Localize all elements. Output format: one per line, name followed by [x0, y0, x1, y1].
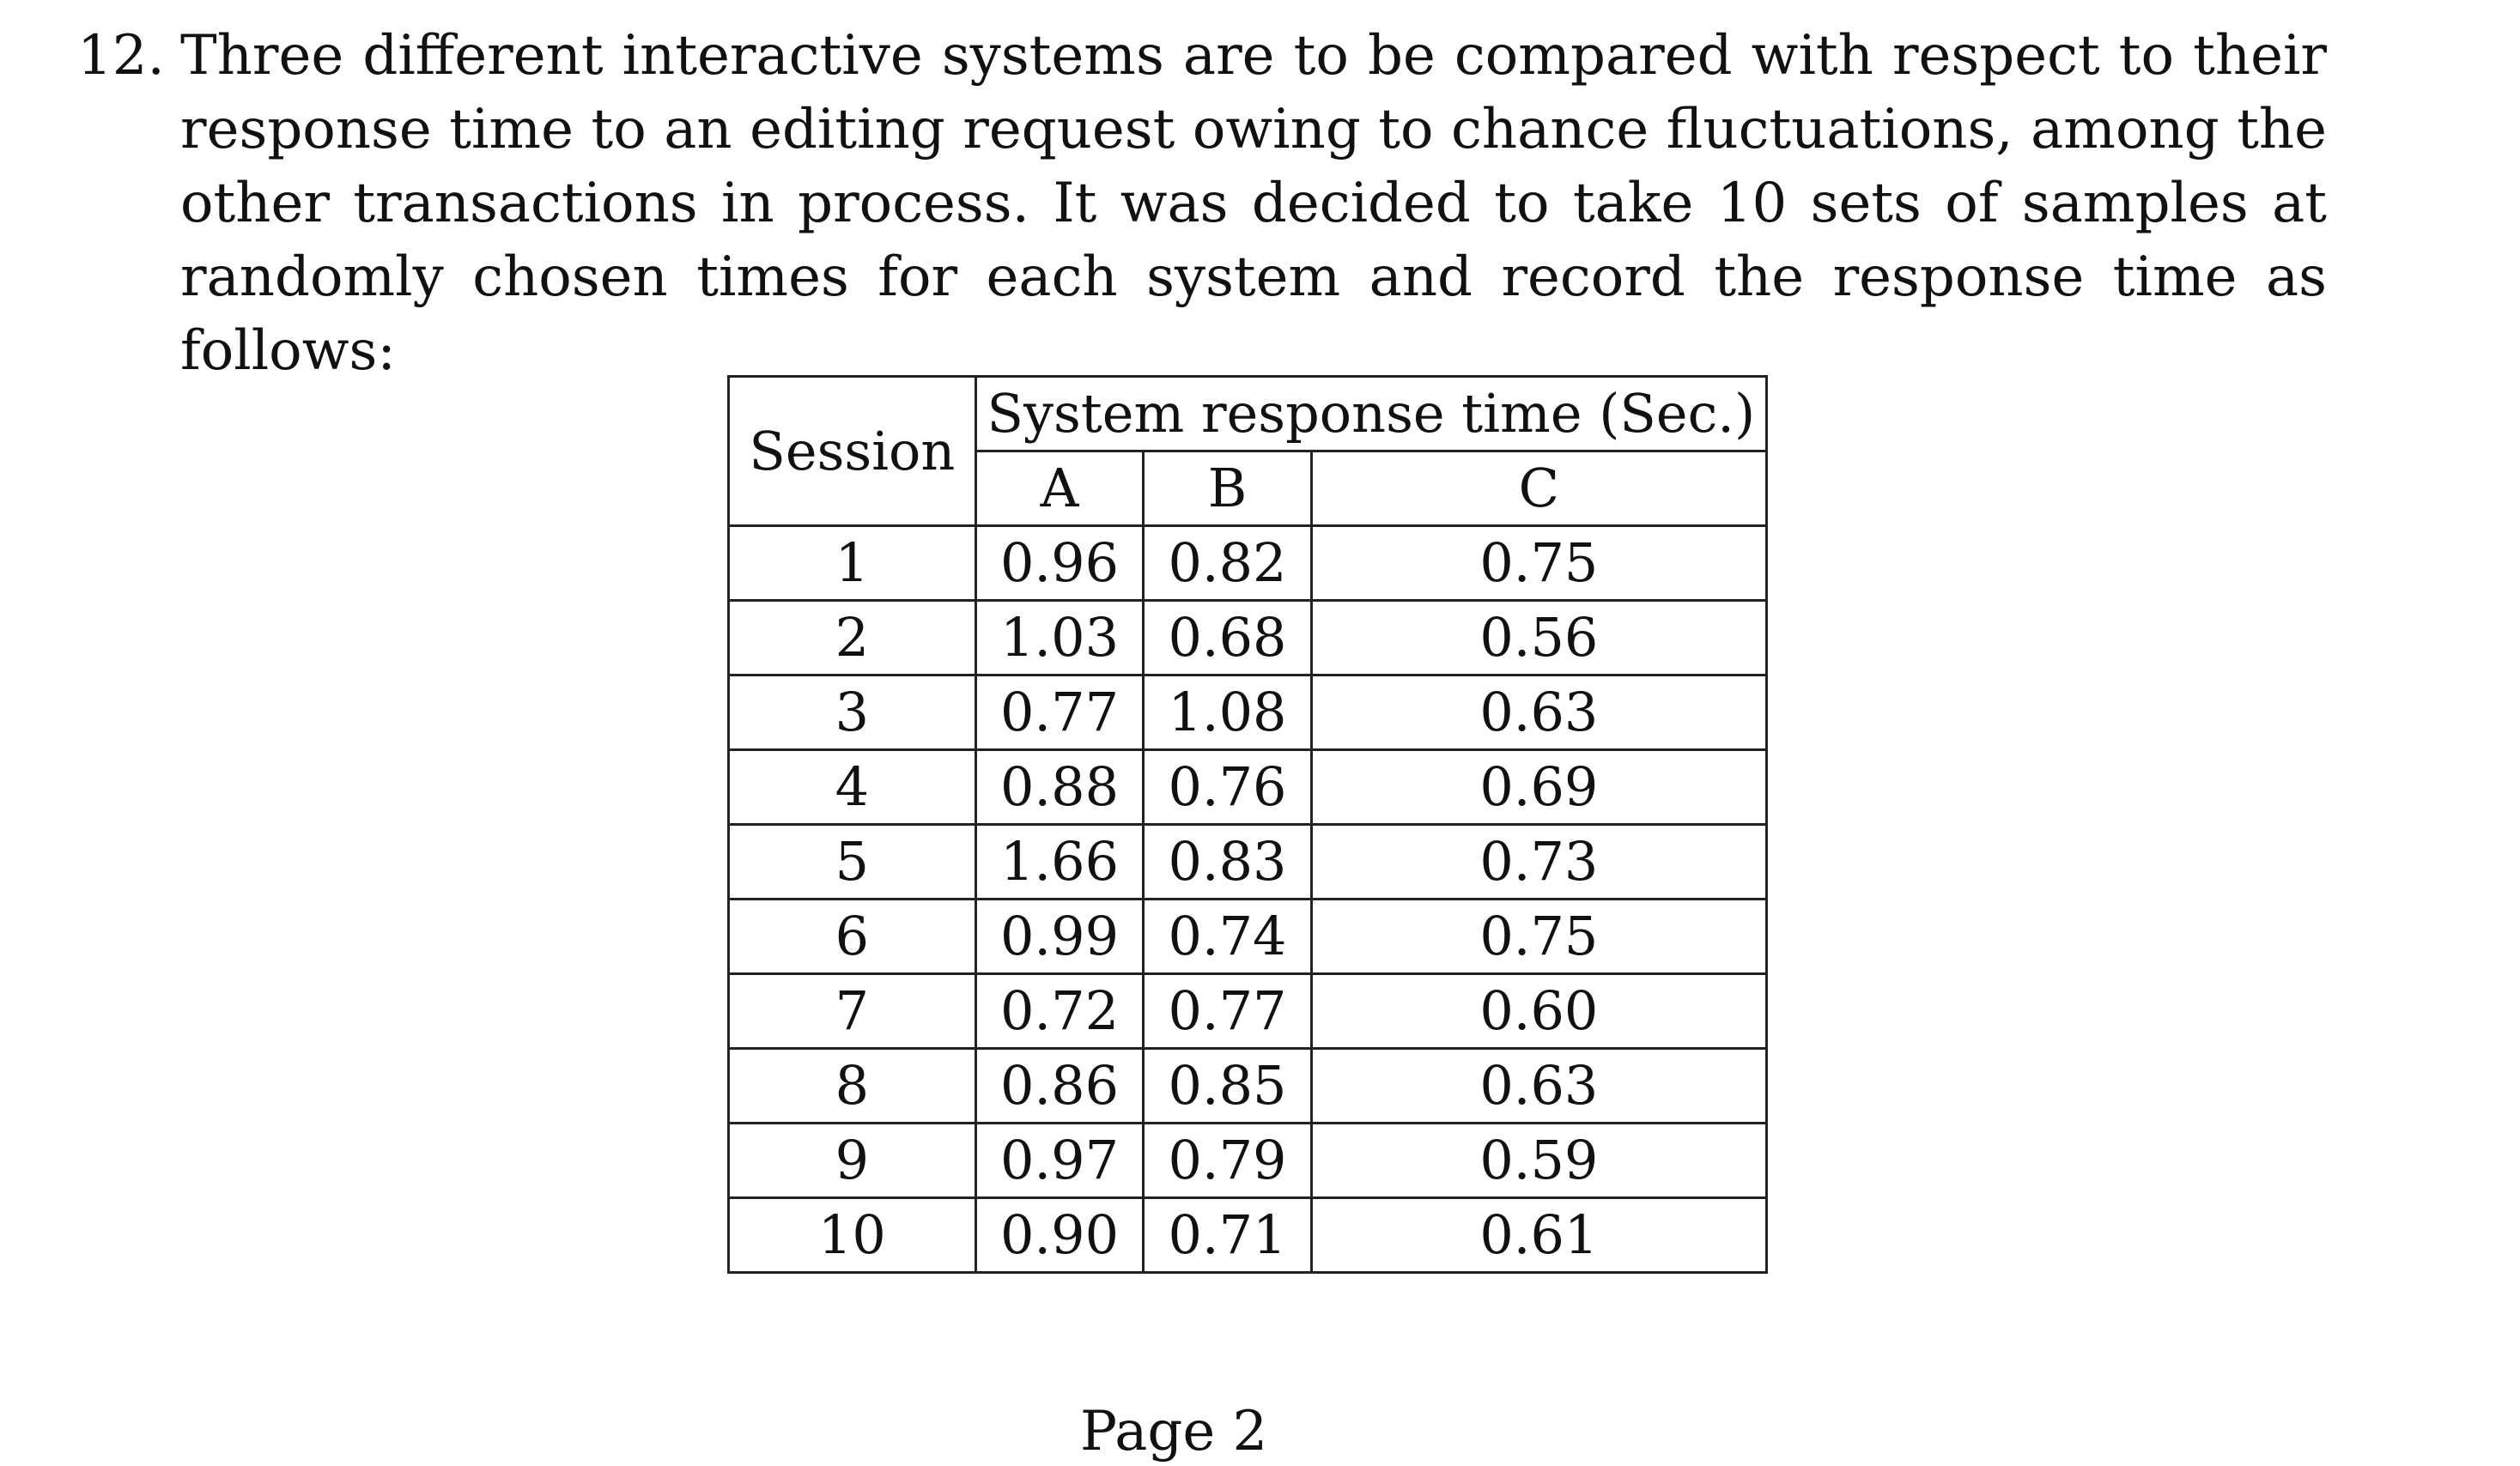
table-header-row: [729, 377, 1767, 451]
system-b-cell: 0.83: [1144, 825, 1311, 900]
system-b-cell: 0.71: [1144, 1198, 1311, 1273]
system-c-cell: 0.63: [1311, 1049, 1766, 1124]
session-cell: 5: [729, 825, 976, 900]
system-b-cell: 0.82: [1144, 526, 1311, 601]
system-a-cell: 0.90: [975, 1198, 1143, 1273]
system-c-cell: 0.63: [1311, 675, 1766, 750]
system-a-cell: 0.96: [975, 526, 1143, 601]
table-row: [729, 825, 1767, 900]
system-a-cell: 0.72: [975, 974, 1143, 1049]
session-cell: 10: [729, 1198, 976, 1273]
system-b-cell: 1.08: [1144, 675, 1311, 750]
table-row: [729, 526, 1767, 601]
system-b-cell: 0.85: [1144, 1049, 1311, 1124]
table-row: [729, 750, 1767, 825]
system-c-cell: 0.56: [1311, 601, 1766, 675]
page-footer: Page 2: [1080, 1400, 1268, 1463]
table-row: [729, 1124, 1767, 1198]
system-c-cell: 0.59: [1311, 1124, 1766, 1198]
system-c-cell: 0.75: [1311, 526, 1766, 601]
table-row: [729, 675, 1767, 750]
system-a-cell: 1.03: [975, 601, 1143, 675]
session-cell: 9: [729, 1124, 976, 1198]
system-a-cell: 0.97: [975, 1124, 1143, 1198]
session-cell: 4: [729, 750, 976, 825]
problem-statement: [77, 19, 2327, 388]
system-c-cell: 0.69: [1311, 750, 1766, 825]
table-row: [729, 1049, 1767, 1124]
session-cell: 2: [729, 601, 976, 675]
response-time-table: [727, 375, 1768, 1274]
session-cell: 8: [729, 1049, 976, 1124]
problem-text: Three different interactive systems are to be compared with respect to their response time to an editing request owing to chance fluctuations, among the other transactions in process. It was decided to take 10 sets of samples at randomly chosen times for each system and record the response time as follows:: [180, 24, 2327, 383]
session-cell: 1: [729, 526, 976, 601]
table-row: [729, 1198, 1767, 1273]
system-a-cell: 0.77: [975, 675, 1143, 750]
problem-number: 12.: [77, 24, 165, 88]
session-cell: 6: [729, 900, 976, 974]
table-row: [729, 974, 1767, 1049]
system-c-cell: 0.61: [1311, 1198, 1766, 1273]
system-b-cell: 0.77: [1144, 974, 1311, 1049]
system-c-cell: 0.75: [1311, 900, 1766, 974]
table-body: [729, 526, 1767, 1273]
system-a-cell: 1.66: [975, 825, 1143, 900]
column-header-b: B: [1144, 451, 1311, 526]
system-a-cell: 0.86: [975, 1049, 1143, 1124]
table-row: [729, 900, 1767, 974]
table-row: [729, 601, 1767, 675]
system-b-cell: 0.79: [1144, 1124, 1311, 1198]
group-header: System response time (Sec.): [975, 377, 1766, 451]
column-header-c: C: [1311, 451, 1766, 526]
system-b-cell: 0.68: [1144, 601, 1311, 675]
system-a-cell: 0.88: [975, 750, 1143, 825]
session-cell: 3: [729, 675, 976, 750]
system-c-cell: 0.73: [1311, 825, 1766, 900]
session-header: Session: [729, 377, 976, 526]
column-header-a: A: [975, 451, 1143, 526]
system-b-cell: 0.76: [1144, 750, 1311, 825]
system-a-cell: 0.99: [975, 900, 1143, 974]
session-cell: 7: [729, 974, 976, 1049]
system-c-cell: 0.60: [1311, 974, 1766, 1049]
system-b-cell: 0.74: [1144, 900, 1311, 974]
